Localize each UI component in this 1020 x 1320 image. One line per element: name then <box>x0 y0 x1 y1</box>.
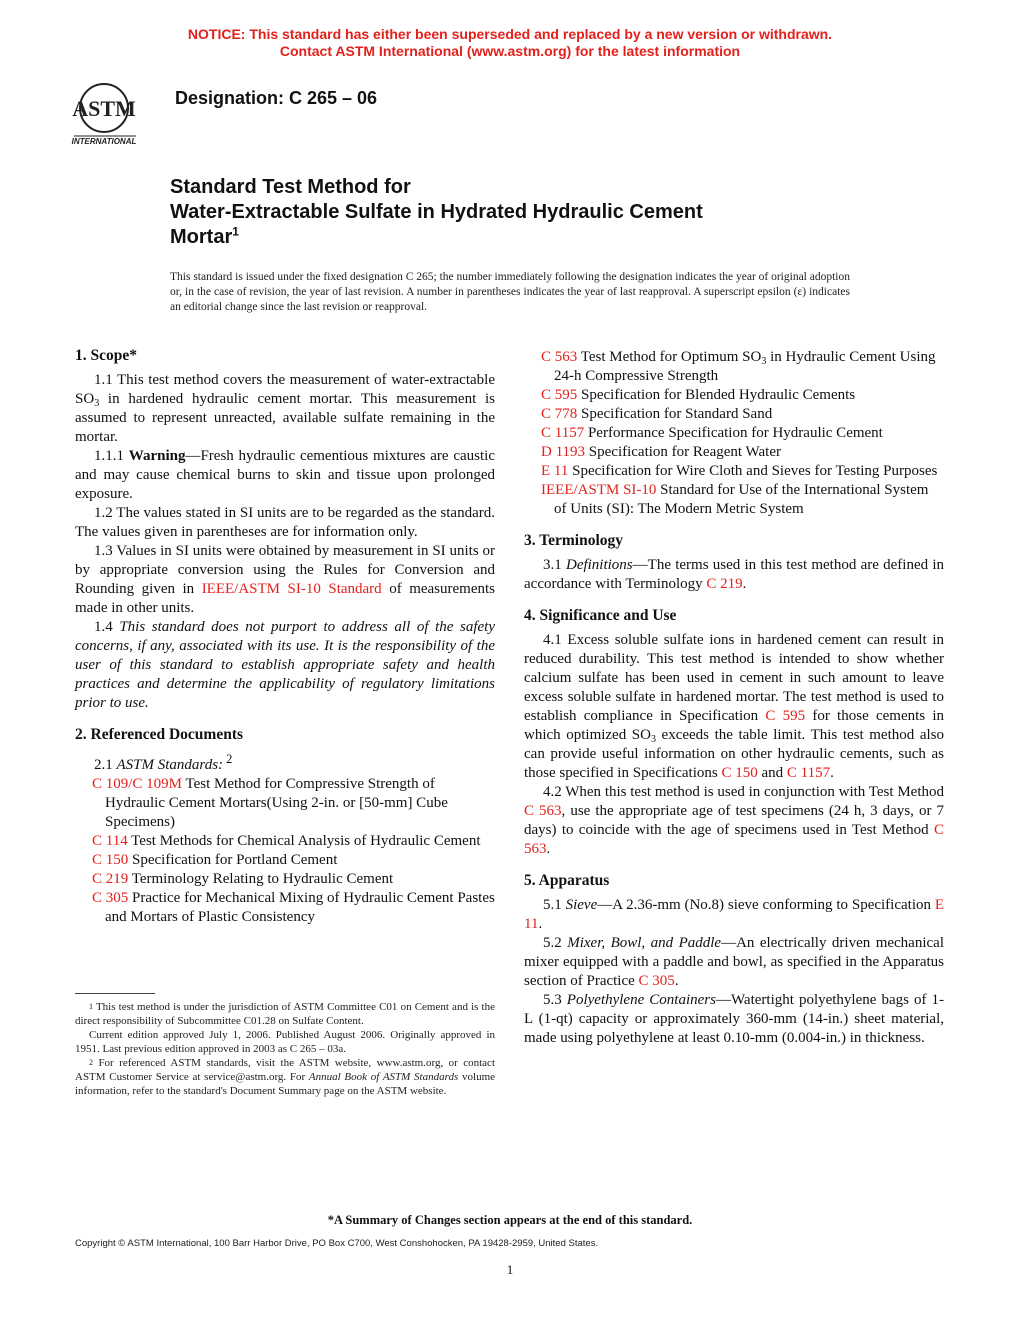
ref-link[interactable]: D 1193 <box>541 444 586 460</box>
para-4-1: 4.1 Excess soluble sulfate ions in hardened cement can result in reduced durability. This test method is intended to show whether calcium sulfate has been used in cement in such amount to leave excess soluble sulfate in hardened mortar. The test method is used to establish compliance in Specification C 595 for those cements in which optimized $SO_3$ exceeds the table limit. This test method also can provide useful information on other hydraulic cements, such as those specified in Specifications C 150 and C 1157. <box>524 632 944 781</box>
ref-item: D 1193 Specification for Reagent Water <box>541 444 781 460</box>
link-c563[interactable]: C 563 <box>524 822 944 857</box>
ref-item: C 595 Specification for Blended Hydraulic Cements <box>541 387 856 403</box>
right-column <box>524 348 944 1048</box>
notice-line-2: Contact ASTM International (www.astm.org) for the latest information <box>279 43 741 59</box>
ref-item: C 305 Practice for Mechanical Mixing of Hydraulic Cement Pastes and Mortars of Plastic Consistency <box>92 890 495 925</box>
footnote-1b: Current edition approved July 1, 2006. Published August 2006. Originally approved in 1951. Last previous edition approved in 2003 as C 265 – 03a. <box>75 1029 495 1055</box>
ref-link[interactable]: C 563 <box>541 349 578 365</box>
footnotes <box>75 1000 495 1098</box>
para-5-3: 5.3 Polyethylene Containers—Watertight polyethylene bags of 1-L (1-qt) capacity or approximately 360-mm (14-in.) sheet material, made using polyethylene at least 0.10-mm (0.004-in.) in thickness. <box>524 992 945 1046</box>
section-heading-scope: 1. Scope* <box>75 347 137 364</box>
copyright: Copyright © ASTM International, 100 Barr Harbor Drive, PO Box C700, West Conshohocken, PA 19428-2959, United States. <box>75 1238 599 1249</box>
link-c150[interactable]: C 150 <box>721 765 758 781</box>
link-c305[interactable]: C 305 <box>638 973 675 989</box>
ref-link[interactable]: C 305 <box>92 890 129 906</box>
footnote-2: $^2$ For referenced ASTM standards, visit the ASTM website, www.astm.org, or contact ASTM Customer Service at service@astm.org. For Annual Book of ASTM Standards volume information, refer to the standard's Document Summary page on the ASTM website. <box>75 1057 496 1097</box>
para-5-2: 5.2 Mixer, Bowl, and Paddle—An electrically driven mechanical mixer equipped with a paddle and bowl, as specified in the Apparatus section of Practice C 305. <box>524 935 944 989</box>
notice-line-1: NOTICE: This standard has either been superseded and replaced by a new version or withdrawn. <box>187 26 833 42</box>
para-1-1-1: 1.1.1 Warning—Fresh hydraulic cementious mixtures are caustic and may cause chemical burns to skin and tissue upon prolonged exposure. <box>75 448 495 502</box>
ref-link[interactable]: C 778 <box>541 406 578 422</box>
title-line-1: Standard Test Method for <box>170 176 411 198</box>
title-line-2: Water-Extractable Sulfate in Hydrated Hydraulic Cement <box>170 201 703 223</box>
link-c595[interactable]: C 595 <box>765 708 806 724</box>
notice-banner <box>0 26 1020 60</box>
para-1-1: 1.1 This test method covers the measurement of water-extractable $SO_3$ in hardened hydraulic cement mortar. This measurement is assumed to represent unreacted, available sulfate remaining in the mortar. <box>75 372 495 445</box>
ref-item: C 109/C 109M Test Method for Compressive Strength of Hydraulic Cement Mortars(Using 2-in. or [50-mm] Cube Specimens) <box>92 776 448 830</box>
para-2-1: 2.1 ASTM Standards: $^2$ <box>94 752 233 773</box>
ref-link[interactable]: C 114 <box>92 833 128 849</box>
ref-item: C 150 Specification for Portland Cement <box>92 852 338 868</box>
link-e11[interactable]: E 11 <box>524 897 944 932</box>
page-number: 1 <box>506 1262 514 1277</box>
link-c219[interactable]: C 219 <box>706 576 743 592</box>
issuance-note: This standard is issued under the fixed designation C 265; the number immediately following the designation indicates the year of original adoption or, in the case of revision, the year of last revision. A number in parentheses indicates the year of last reapproval. A superscript epsilon (ε) indicates an editorial change since the last revision or reapproval. <box>170 271 850 313</box>
para-5-1: 5.1 Sieve—A 2.36-mm (No.8) sieve conforming to Specification E 11. <box>524 897 944 932</box>
ref-link[interactable]: C 595 <box>541 387 578 403</box>
left-column <box>75 346 495 927</box>
summary-note: *A Summary of Changes section appears at the end of this standard. <box>327 1213 693 1227</box>
section-heading-referenced: 2. Referenced Documents <box>75 726 244 743</box>
ref-item: C 114 Test Methods for Chemical Analysis of Hydraulic Cement <box>92 833 481 849</box>
title-footnote-mark: 1 <box>232 224 239 239</box>
para-1-2: 1.2 The values stated in SI units are to be regarded as the standard. The values given in parentheses are for information only. <box>75 505 495 540</box>
ref-link[interactable]: E 11 <box>541 463 569 479</box>
footnote-divider <box>75 993 155 994</box>
ref-item: C 778 Specification for Standard Sand <box>541 406 773 422</box>
ref-link[interactable]: C 150 <box>92 852 129 868</box>
title-line-3: Mortar$^1$ <box>170 224 239 248</box>
ref-item: E 11 Specification for Wire Cloth and Sieves for Testing Purposes <box>541 463 938 479</box>
ref-link[interactable]: C 219 <box>92 871 129 887</box>
ref-item: IEEE/ASTM SI-10 Standard for Use of the International System of Units (SI): The Modern Metric System <box>541 482 929 517</box>
footnote-1: $^1$ This test method is under the jurisdiction of ASTM Committee C01 on Cement and is the direct responsibility of Subcommittee C01.28 on Sulfate Content. <box>75 1001 495 1027</box>
astm-logo <box>64 78 164 148</box>
para-3-1: 3.1 Definitions—The terms used in this test method are defined in accordance with Terminology C 219. <box>524 557 944 592</box>
ref-item: C 219 Terminology Relating to Hydraulic Cement <box>92 871 394 887</box>
section-heading-significance: 4. Significance and Use <box>524 607 677 624</box>
ref-link[interactable]: C 109/C 109M <box>92 776 183 792</box>
para-1-3: 1.3 Values in SI units were obtained by measurement in SI units or by appropriate conversion using the Rules for Conversion and Rounding given in IEEE/ASTM SI-10 Standard of measurements made in other units. <box>75 543 495 616</box>
page-title <box>170 175 870 250</box>
ref-item: C 1157 Performance Specification for Hydraulic Cement <box>541 425 883 441</box>
link-c1157[interactable]: C 1157 <box>786 765 831 781</box>
ref-link[interactable]: C 1157 <box>541 425 585 441</box>
section-heading-terminology: 3. Terminology <box>524 532 624 549</box>
para-1-4: 1.4 This standard does not purport to address all of the safety concerns, if any, associated with its use. It is the responsibility of the user of this standard to establish appropriate safety and health practices and determine the applicability of regulatory limitations prior to use. <box>75 619 496 711</box>
logo-text: ASTM <box>72 96 136 121</box>
link-c563[interactable]: C 563 <box>524 803 562 819</box>
section-heading-apparatus: 5. Apparatus <box>524 872 610 889</box>
logo-subtext: INTERNATIONAL <box>71 137 137 146</box>
link-si-10[interactable]: IEEE/ASTM SI-10 Standard <box>201 581 382 597</box>
para-4-2: 4.2 When this test method is used in conjunction with Test Method C 563, use the appropriate age of test specimens (24 h, 3 days, or 7 days) to coincide with the age of specimens used in Test Method C 563. <box>524 784 944 857</box>
designation: Designation: C 265 – 06 <box>175 88 378 108</box>
ref-link[interactable]: IEEE/ASTM SI-10 <box>541 482 657 498</box>
ref-item: C 563 Test Method for Optimum $SO_3$ in Hydraulic Cement Using 24-h Compressive Strength <box>541 349 936 384</box>
